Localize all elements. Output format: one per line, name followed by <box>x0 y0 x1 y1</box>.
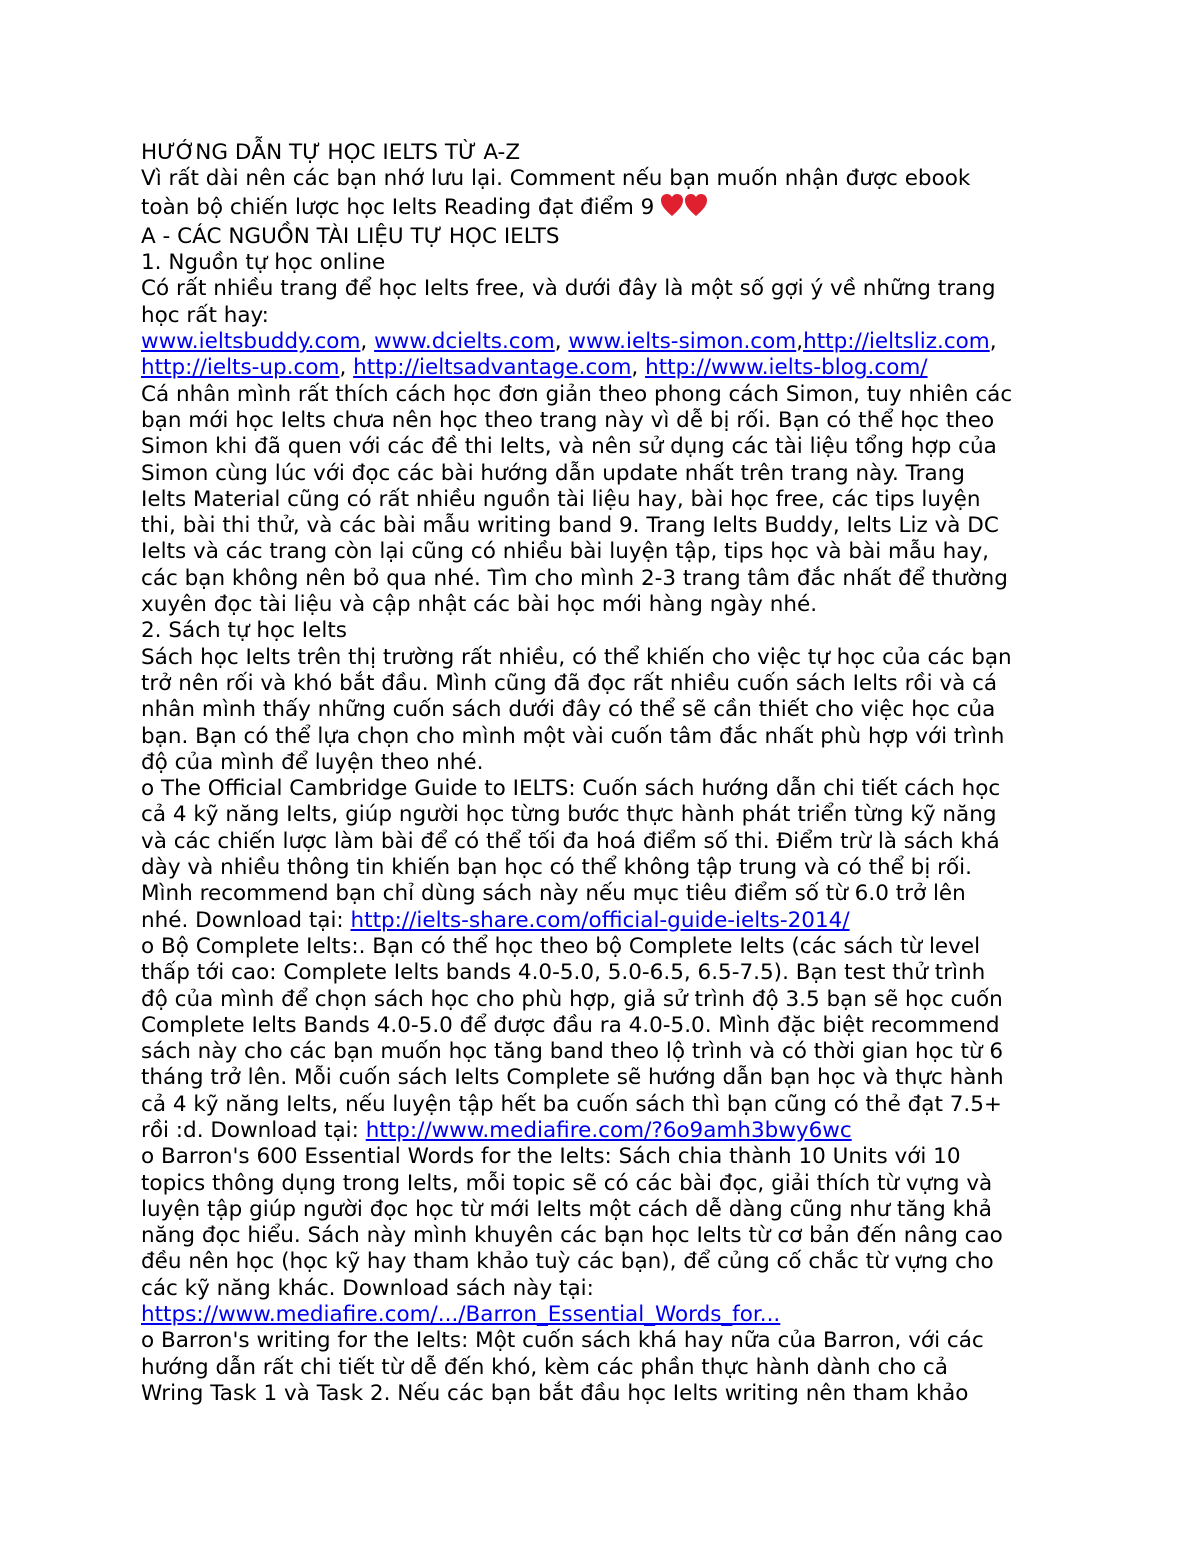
link-ielts-simon[interactable]: www.ielts-simon.com <box>568 329 797 355</box>
paragraph-line: độ của mình để luyện theo nhé. <box>141 749 484 775</box>
paragraph-line: trở nên rối và khó bắt đầu. Mình cũng đã đọc rất nhiều cuốn sách Ielts rồi và cá <box>141 670 998 696</box>
paragraph-line: học rất hay: <box>141 302 269 328</box>
book-item-line: cả 4 kỹ năng Ielts, nếu luyện tập hết ba cuốn sách thì bạn cũng có thẻ đạt 7.5+ <box>141 1091 1002 1117</box>
book-item-line: độ của mình để chọn sách học cho phù hợp, giả sử trình độ 3.5 bạn sẽ học cuốn <box>141 986 1003 1012</box>
separator: , <box>554 329 569 355</box>
book-item-line: các kỹ năng khác. Download sách này tại: <box>141 1275 594 1301</box>
link-ieltsliz[interactable]: http://ieltsliz.com <box>803 329 990 355</box>
section-heading: A - CÁC NGUỒN TÀI LIỆU TỰ HỌC IELTS <box>141 223 560 249</box>
book-item-line: Wring Task 1 và Task 2. Nếu các bạn bắt đầu học Ielts writing nên tham khảo <box>141 1380 969 1406</box>
download-link-complete-ielts[interactable]: http://www.mediafire.com/?6o9amh3bwy6wc <box>365 1117 852 1143</box>
paragraph-line: Có rất nhiều trang để học Ielts free, và dưới đây là một số gợi ý về những trang <box>141 276 996 302</box>
book-item-line: đều nên học (học kỹ hay tham khảo tuỳ các bạn), để củng cố chắc từ vựng cho <box>141 1249 994 1275</box>
heart-icon <box>660 193 710 224</box>
link-list <box>141 329 1070 355</box>
paragraph-line: Sách học Ielts trên thị trường rất nhiều, có thể khiến cho việc tự học của các bạn <box>141 644 1012 670</box>
intro-line <box>141 193 1070 224</box>
book-item-line <box>141 1302 1070 1328</box>
book-item-line: Mình recommend bạn chỉ dùng sách này nếu mục tiêu điểm số từ 6.0 trở lên <box>141 881 966 907</box>
book-item-line: sách này cho các bạn muốn học tăng band theo lộ trình và có thời gian học từ 6 <box>141 1039 1004 1065</box>
book-item-line: tháng trở lên. Mỗi cuốn sách Ielts Complete sẽ hướng dẫn bạn học và thực hành <box>141 1065 1004 1091</box>
book-item-line: dày và nhiều thông tin khiến bạn học có thể không tập trung và có thể bị rối. <box>141 855 972 881</box>
paragraph-line: Cá nhân mình rất thích cách học đơn giản theo phong cách Simon, tuy nhiên các <box>141 381 1013 407</box>
link-ielts-blog[interactable]: http://www.ielts-blog.com/ <box>645 355 928 381</box>
book-item-line: o Barron's 600 Essential Words for the Ielts: Sách chia thành 10 Units với 10 <box>141 1144 961 1170</box>
paragraph-line: bạn mới học Ielts chưa nên học theo trang này vì dễ bị rối. Bạn có thể học theo <box>141 407 995 433</box>
separator: , <box>631 355 646 381</box>
separator: , <box>989 329 997 355</box>
paragraph-line: Ielts Material cũng có rất nhiều nguồn tài liệu hay, bài học free, các tips luyện <box>141 486 981 512</box>
link-ieltsbuddy[interactable]: www.ieltsbuddy.com <box>141 329 361 355</box>
download-label: nhé. Download tại: <box>141 907 351 933</box>
subsection-heading: 1. Nguồn tự học online <box>141 250 386 276</box>
download-label: rồi :d. Download tại: <box>141 1117 366 1143</box>
book-item-line: thấp tới cao: Complete Ielts bands 4.0-5.0, 5.0-6.5, 6.5-7.5). Bạn test thử trình <box>141 960 986 986</box>
separator: , <box>360 329 375 355</box>
paragraph-line: bạn. Bạn có thể lựa chọn cho mình một vài cuốn tâm đắc nhất phù hợp với trình <box>141 723 1005 749</box>
link-dcielts[interactable]: www.dcielts.com <box>374 329 555 355</box>
intro-line-text: toàn bộ chiến lược học Ielts Reading đạt điểm 9 <box>141 194 655 220</box>
paragraph-line: Simon cùng lúc với đọc các bài hướng dẫn update nhất trên trang này. Trang <box>141 460 965 486</box>
book-item-line: o The Official Cambridge Guide to IELTS: Cuốn sách hướng dẫn chi tiết cách học <box>141 776 1001 802</box>
book-item-line: topics thông dụng trong Ielts, mỗi topic sẽ có các bài đọc, giải thích từ vựng và <box>141 1170 993 1196</box>
book-item-line: cả 4 kỹ năng Ielts, giúp người học từng bước thực hành phát triển từng kỹ năng <box>141 802 997 828</box>
paragraph-line: thi, bài thi thử, và các bài mẫu writing band 9. Trang Ielts Buddy, Ielts Liz và DC <box>141 513 999 539</box>
link-list <box>141 355 1070 381</box>
book-item-line: o Barron's writing for the Ielts: Một cuốn sách khá hay nữa của Barron, với các <box>141 1328 984 1354</box>
intro-line: Vì rất dài nên các bạn nhớ lưu lại. Comment nếu bạn muốn nhận được ebook <box>141 166 971 192</box>
link-ielts-up[interactable]: http://ielts-up.com <box>141 355 340 381</box>
book-item-line: và các chiến lược làm bài để có thể tối đa hoá điểm số thi. Điểm trừ là sách khá <box>141 828 1000 854</box>
download-link-barron-words[interactable]: https://www.mediafire.com/.../Barron_Essential_Words_for... <box>141 1302 781 1328</box>
paragraph-line: Ielts và các trang còn lại cũng có nhiều bài luyện tập, tips học và bài mẫu hay, <box>141 539 990 565</box>
paragraph-line: các bạn không nên bỏ qua nhé. Tìm cho mình 2-3 trang tâm đắc nhất để thường <box>141 565 1008 591</box>
paragraph-line: Simon khi đã quen với các đề thi Ielts, và nên sử dụng các tài liệu tổng hợp của <box>141 434 997 460</box>
book-item-line: o Bộ Complete Ielts:. Bạn có thể học theo bộ Complete Ielts (các sách từ level <box>141 933 981 959</box>
book-item-line: hướng dẫn rất chi tiết từ dễ đến khó, kèm các phần thực hành dành cho cả <box>141 1354 948 1380</box>
book-item-line <box>141 908 1070 934</box>
book-item-line: Complete Ielts Bands 4.0-5.0 để được đầu ra 4.0-5.0. Mình đặc biệt recommend <box>141 1012 1000 1038</box>
book-item-line: năng đọc hiểu. Sách này mình khuyên các bạn học Ielts từ cơ bản đến nâng cao <box>141 1223 1003 1249</box>
separator: , <box>796 329 804 355</box>
paragraph-line: nhân mình thấy những cuốn sách dưới đây có thể sẽ cần thiết cho việc học của <box>141 697 996 723</box>
download-link-official-guide[interactable]: http://ielts-share.com/official-guide-ielts-2014/ <box>350 907 850 933</box>
book-item-line: luyện tập giúp người đọc học từ mới Ielts một cách dễ dàng cũng như tăng khả <box>141 1196 992 1222</box>
document-title: HƯỚNG DẪN TỰ HỌC IELTS TỪ A-Z <box>141 140 521 165</box>
link-ieltsadvantage[interactable]: http://ieltsadvantage.com <box>353 355 632 381</box>
paragraph-line: xuyên đọc tài liệu và cập nhật các bài học mới hàng ngày nhé. <box>141 592 818 618</box>
book-item-line <box>141 1118 1070 1144</box>
separator: , <box>339 355 354 381</box>
subsection-heading: 2. Sách tự học Ielts <box>141 618 347 644</box>
